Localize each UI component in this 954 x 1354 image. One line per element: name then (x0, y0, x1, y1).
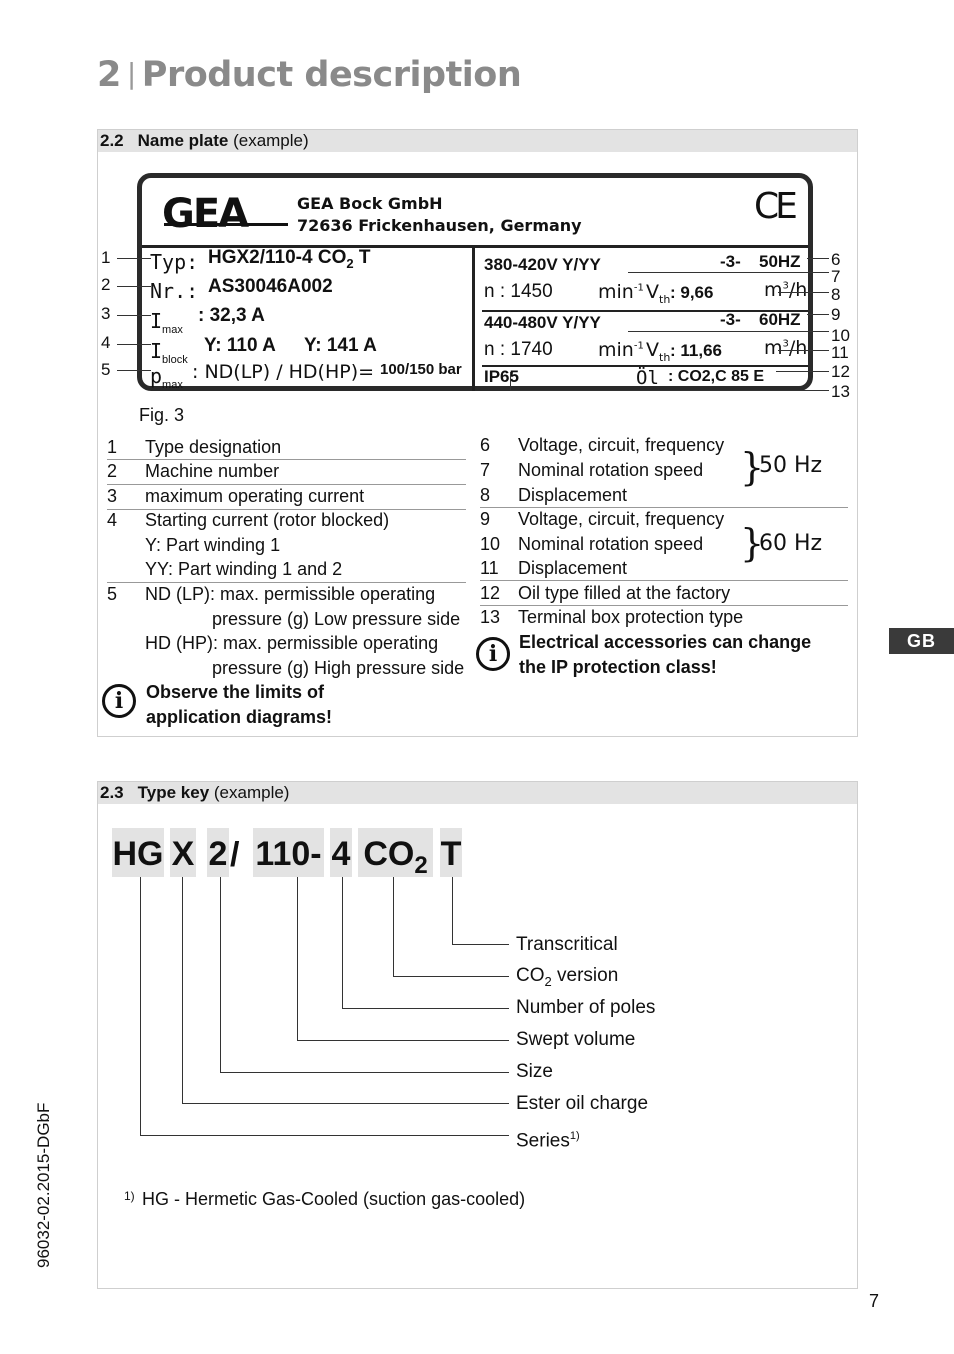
m3h-unit-60hz: $m^3/h$ (764, 337, 808, 359)
min-unit-50hz: $\min^{-1}$ (598, 281, 644, 303)
callout-number: 2 (101, 275, 111, 294)
language-tab: GB (889, 628, 954, 654)
leader-line (778, 292, 829, 293)
manufacturer-name: GEA Bock GmbH (297, 194, 443, 213)
leader-line (510, 372, 511, 390)
callout-number: 1 (101, 248, 111, 267)
connector-line (393, 976, 509, 977)
legend-text: Voltage, circuit, frequency (518, 435, 725, 455)
callout-number: 12 (831, 362, 850, 381)
legend-text: Nominal rotation speed (518, 534, 704, 554)
manufacturer-address: 72636 Frickenhausen, Germany (297, 216, 582, 235)
footnote-mark: 1) (124, 1189, 135, 1203)
freq-50hz: 50HZ (759, 252, 801, 271)
plate-vertical-divider (472, 248, 475, 391)
brace-label-60hz: 60 Hz (759, 531, 823, 556)
gea-logo: GEA (162, 191, 248, 237)
connector-line (182, 877, 183, 1103)
connector-line (140, 1135, 509, 1136)
typ-label: Typ: (150, 250, 199, 274)
callout-number: 8 (831, 285, 841, 304)
legend-text: pressure (g) Low pressure side (212, 609, 461, 629)
connector-line (393, 877, 394, 976)
connector-line (297, 877, 298, 1040)
type-key-transcritical: T (440, 828, 462, 877)
legend-text: Voltage, circuit, frequency (518, 509, 725, 529)
type-key-label: Series$^{1)}$ (516, 1130, 580, 1152)
note-text: the IP protection class! (519, 657, 717, 677)
section-header: 2.2 Name plate (example) (98, 130, 857, 152)
leader-line (117, 315, 151, 316)
typ-value: HGX2/110-4 $CO_2$ T (208, 247, 371, 271)
type-key-ester-oil: X (170, 828, 196, 877)
connector-line (220, 1072, 509, 1073)
oil-value: : CO2,C 85 E (668, 368, 765, 385)
phase-60hz: -3- (720, 310, 741, 329)
speed-60hz: n : 1740 (484, 339, 553, 360)
legend-number: 2 (107, 461, 118, 481)
type-key-label: Number of poles (516, 997, 656, 1018)
legend-number: 10 (480, 534, 501, 554)
info-icon: i (476, 637, 510, 671)
connector-line (342, 877, 343, 1008)
connector-line (140, 877, 141, 1135)
type-key-label: $CO_2$ version (516, 965, 619, 989)
leader-line (510, 390, 829, 391)
phase-50hz: -3- (720, 252, 741, 271)
legend-number: 3 (107, 486, 118, 506)
legend-number: 12 (480, 583, 501, 603)
connector-line (220, 877, 221, 1072)
leader-line (628, 331, 829, 332)
type-key-size: 2 (207, 828, 229, 877)
legend-text: ND (LP): max. permissible operating (145, 584, 436, 604)
imax-label: $I_{max}$ (150, 309, 183, 336)
legend-text: Displacement (518, 485, 628, 505)
legend-text: Terminal box protection type (518, 607, 744, 627)
freq-60hz: 60HZ (759, 310, 801, 329)
type-key-slash: / (230, 836, 240, 874)
callout-number: 10 (831, 326, 850, 345)
callout-number: 3 (101, 304, 111, 323)
legend-number: 11 (480, 558, 499, 578)
min-unit-60hz: $\min^{-1}$ (598, 339, 644, 361)
legend-number: 7 (480, 460, 491, 480)
legend-text: Machine number (145, 461, 280, 481)
iblock-y-value: Y: 110 A (204, 335, 276, 356)
legend-text: Nominal rotation speed (518, 460, 704, 480)
type-key-label: Swept volume (516, 1029, 636, 1050)
speed-50hz: n : 1450 (484, 281, 553, 302)
legend-number: 5 (107, 584, 118, 604)
info-icon: i (102, 684, 136, 718)
legend-text: Displacement (518, 558, 628, 578)
leader-line (117, 258, 151, 259)
leader-line (807, 314, 829, 315)
legend-text: Starting current (rotor blocked) (145, 510, 390, 530)
legend-number: 1 (107, 437, 118, 457)
nr-value: AS30046A002 (208, 276, 333, 297)
callout-number: 6 (831, 250, 841, 269)
footnote-text: HG - Hermetic Gas-Cooled (suction gas-cooled) (142, 1189, 526, 1209)
pmax-value: 100/150 bar (380, 361, 462, 378)
legend-number: 13 (480, 607, 501, 627)
leader-line (778, 350, 829, 351)
type-key-label: Ester oil charge (516, 1093, 649, 1114)
displacement-60hz: : 11,66 (670, 341, 722, 360)
iblock-label: $I_{block}$ (150, 339, 188, 366)
brace-label-50hz: 50 Hz (759, 453, 823, 478)
type-key-label: Transcritical (516, 934, 618, 955)
imax-value: : 32,3 A (198, 305, 265, 326)
displacement-50hz: : 9,66 (670, 283, 714, 302)
logo-bar (164, 223, 288, 226)
legend-number: 6 (480, 435, 491, 455)
callout-number: 9 (831, 305, 841, 324)
vth-label-50hz: $V_{th}$ (646, 281, 671, 306)
vth-label-60hz: $V_{th}$ (646, 339, 671, 364)
brace-icon: } (740, 521, 765, 565)
legend-text: HD (HP): max. permissible operating (145, 633, 439, 653)
callout-number: 7 (831, 267, 841, 286)
note-text: Electrical accessories can change (519, 632, 812, 652)
type-key-poles: 4 (330, 828, 352, 877)
legend-number: 8 (480, 485, 491, 505)
type-key-swept-volume: 110- (253, 828, 324, 877)
connector-line (452, 944, 509, 945)
legend-text: Type designation (145, 437, 282, 457)
figure-caption: Fig. 3 (139, 405, 185, 425)
callout-number: 4 (101, 333, 111, 352)
legend-text: maximum operating current (145, 486, 365, 506)
connector-line (297, 1040, 509, 1041)
legend-number: 9 (480, 509, 491, 529)
type-key-label: Size (516, 1061, 553, 1082)
leader-line (117, 286, 151, 287)
connector-line (182, 1103, 509, 1104)
voltage-50hz: 380-420V Y/YY (484, 255, 601, 274)
pmax-label: $p_{max}$ (150, 364, 183, 391)
legend-text: pressure (g) High pressure side (212, 658, 465, 678)
document-code: 96032-02.2015-DGbF (34, 1102, 53, 1268)
leader-line (628, 272, 829, 273)
section-header: 2.3 Type key (example) (98, 782, 857, 804)
ce-mark: CE (754, 186, 794, 227)
callout-number: 11 (831, 343, 849, 362)
type-key-series: HG (112, 828, 164, 877)
brace-icon: } (740, 445, 765, 489)
connector-line (342, 1008, 509, 1009)
connector-line (452, 877, 453, 944)
note-text: application diagrams! (146, 707, 333, 727)
pmax-text: : ND(LP) / HD(HP)= (192, 361, 375, 383)
callout-number: 13 (831, 382, 850, 401)
legend-number: 4 (107, 510, 118, 530)
iblock-yy-value: Y: 141 A (304, 335, 377, 356)
voltage-60hz: 440-480V Y/YY (484, 313, 601, 332)
oil-label: Öl (636, 367, 659, 389)
type-key-co2: $CO_2$ (358, 828, 433, 877)
leader-line (807, 258, 829, 259)
legend-text: Oil type filled at the factory (518, 583, 731, 603)
leader-line (117, 370, 151, 371)
leader-line (117, 344, 151, 345)
leader-line (776, 371, 829, 372)
page-title: 2 | Product description (97, 55, 522, 95)
note-text: Observe the limits of (146, 682, 325, 702)
ip-class: IP65 (484, 367, 519, 386)
legend-text: YY: Part winding 1 and 2 (145, 559, 343, 579)
nr-label: Nr.: (150, 279, 199, 303)
legend-text: Y: Part winding 1 (145, 535, 281, 555)
name-plate (137, 173, 813, 391)
callout-number: 5 (101, 360, 111, 379)
page-number: 7 (869, 1291, 880, 1311)
m3h-unit-50hz: $m^3/h$ (764, 279, 808, 301)
